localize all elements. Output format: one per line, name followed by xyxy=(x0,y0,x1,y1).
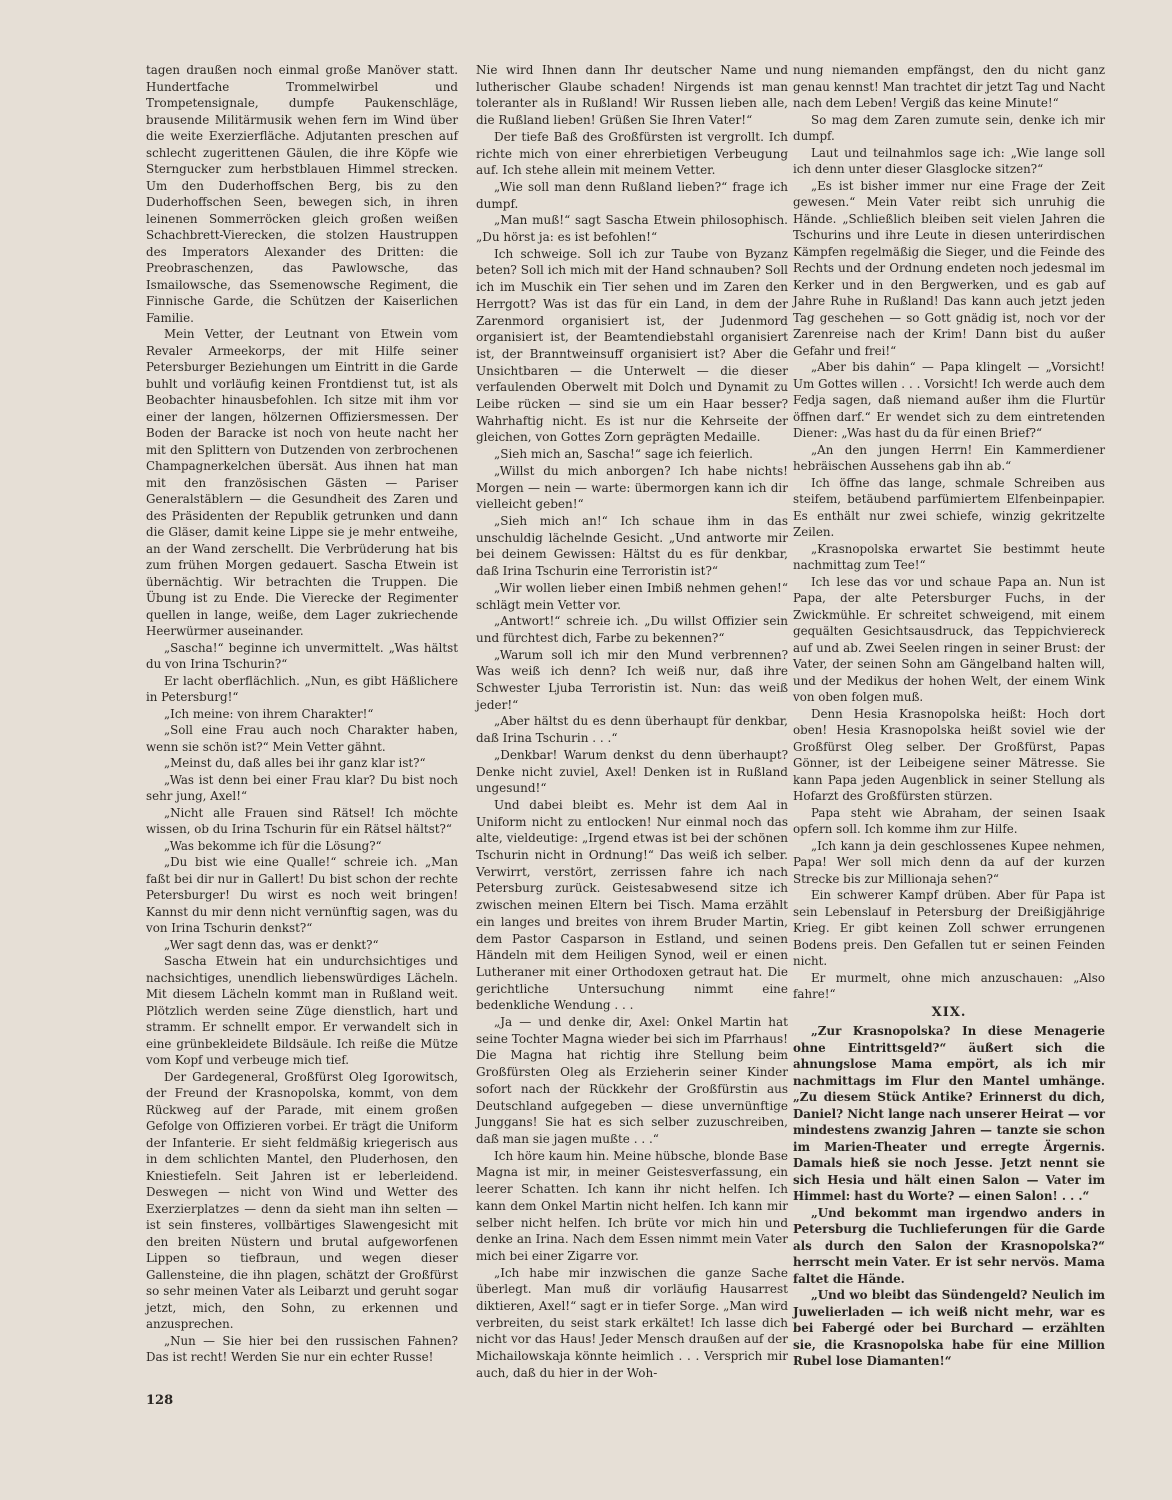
paragraph: „Wir wollen lieber einen Imbiß nehmen gehen!“ schlägt mein Vetter vor. xyxy=(476,580,788,612)
paragraph: Ich höre kaum hin. Meine hübsche, blonde Base Magna ist mir, in meiner Geistesverfassung, ein leerer Schatten. Ich kann ihr nicht helfen. Ich kann dem Onkel Martin nicht helfen. Ich kann mir selber nicht helfen. Ich brüte vor mich hin und denke an Irina. Nach dem Essen nimmt mein Vater mich bei einer Zigarre vor. xyxy=(476,1148,788,1263)
paragraph: „Denkbar! Warum denkst du denn überhaupt? Denke nicht zuviel, Axel! Denken ist in Rußland ungesund!“ xyxy=(476,747,788,796)
paragraph: „Und wo bleibt das Sündengeld? Neulich im Juwelierladen — ich weiß nicht mehr, war es bei Fabergé oder bei Burchard — erzählten sie, die Krasnopolska habe für eine Million Rubel lose Diamanten!“ xyxy=(793,1288,1105,1368)
paragraph: Er murmelt, ohne mich anzuschauen: „Also fahre!“ xyxy=(793,970,1105,1001)
paragraph: „Aber bis dahin“ — Papa klingelt — „Vorsicht! Um Gottes willen . . . Vorsicht! Ich werde auch dem Fedja sagen, daß niemand außer ihm die Flurtür öffnen darf.“ Er wendet sich zu dem eintretenden Diener: „Was hast du da für einen Brief?“ xyxy=(793,360,1105,440)
paragraph: „Ich meine: von ihrem Charakter!“ xyxy=(164,706,374,721)
paragraph: „Willst du mich anborgen? Ich habe nichts! Morgen — nein — warte: übermorgen kann ich dir vielleicht geben!“ xyxy=(476,463,788,512)
page-number: 128 xyxy=(146,1393,174,1408)
text-column-2 xyxy=(476,62,788,1382)
chapter-body xyxy=(793,1023,1105,1370)
paragraph: tagen draußen noch einmal große Manöver statt. Hundertfache Trommelwirbel und Trompetensignale, dumpfe Paukenschläge, brausende Militärmusik wehen fern im Wind über die weite Exerzierfläche. Adjutanten preschen auf schlecht zugerittenen Gäulen, die ihre Köpfe wie Sterngucker zum herbstblauen Himmel strecken. Um den Duderhoffschen Berg, bis zu den Duderhoffschen Seen, bewegen sich, in ihren leinenen Sommerröcken gleich großen weißen Schachbrett-Vierecken, die stolzen Haustruppen des Imperators Alexander des Dritten: die Preobraschenzen, das Pawlowsche, das Ismailowsche, das Ssemenowsche Regiment, die Finnische Garde, die Schützen der Kaiserlichen Familie. xyxy=(146,63,458,325)
paragraph: „Sieh mich an!“ Ich schaue ihm in das unschuldig lächelnde Gesicht. „Und antworte mir bei deinem Gewissen: Hältst du es für denkbar, daß Irina Tschurin eine Terroristin ist?“ xyxy=(476,513,788,579)
paragraph: „Soll eine Frau auch noch Charakter haben, wenn sie schön ist?“ Mein Vetter gähnt. xyxy=(146,723,458,754)
paragraph: „Warum soll ich mir den Mund verbrennen? Was weiß ich denn? Ich weiß nur, daß ihre Schwester Ljuba Terroristin ist. Nun: das weiß jeder!“ xyxy=(476,647,788,712)
paragraph: „Wie soll man denn Rußland lieben?“ frage ich dumpf. xyxy=(476,179,788,211)
paragraph: Der Gardegeneral, Großfürst Oleg Igorowitsch, der Freund der Krasnopolska, kommt, von dem Rückweg auf der Parade, mit einem großen Gefolge von Offizieren vorbei. Er trägt die Uniform der Infanterie. Er sieht feldmäßig kriegerisch aus in dem schlichten Mantel, den Pluderhosen, den Kniestiefeln. Seit Jahren ist er leberleidend. Deswegen — nicht von Wind und Wetter des Exerzierplatzes — denn da sieht man ihn selten — ist sein finsteres, vollbärtiges Slawengesicht mit den breiten Nüstern und brutal aufgeworfenen Lippen so tiefbraun, und wegen dieser Gallensteine, die ihn plagen, schätzt der Großfürst so sehr meinen Vater als Leibarzt und geruht sogar jetzt, mich, den Sohn, zu erkennen und anzusprechen. xyxy=(146,1069,458,1331)
paragraph: Ein schwerer Kampf drüben. Aber für Papa ist sein Lebenslauf in Petersburg der Dreißigjährige Krieg. Er gibt keinen Zoll schwer errungenen Bodens preis. Den Gefallen tut er seinen Feinden nicht. xyxy=(793,888,1105,968)
paragraph: „Es ist bisher immer nur eine Frage der Zeit gewesen.“ Mein Vater reibt sich unruhig die Hände. „Schließlich bleiben seit vielen Jahren die Tschurins und ihre Leute in diesen unterirdischen Kämpfen regelmäßig die Sieger, und die Feinde des Rechts und der Ordnung endeten noch jedesmal im Kerker und in den Bergwerken, und es gab auf Jahre Ruhe in Rußland! Das kann auch jetzt jeden Tag geschehen — so Gott gnädig ist, noch vor der Zarenreise nach der Krim! Dann bist du außer Gefahr und frei!“ xyxy=(793,178,1105,358)
paragraph: „Was ist denn bei einer Frau klar? Du bist noch sehr jung, Axel!“ xyxy=(146,772,458,803)
paragraph: „Krasnopolska erwartet Sie bestimmt heute nachmittag zum Tee!“ xyxy=(793,541,1105,572)
paragraph: „Ich kann ja dein geschlossenes Kupee nehmen, Papa! Wer soll mich denn da auf der kurzen Strecke bis zur Millionaja sehen?“ xyxy=(793,838,1105,886)
text-column-3 xyxy=(793,62,1105,1370)
paragraph: „Was bekomme ich für die Lösung?“ xyxy=(164,838,382,853)
paragraph: Ich lese das vor und schaue Papa an. Nun ist Papa, der alte Petersburger Fuchs, in der Zwickmühle. Er schreitet schweigend, mit einem gequälten Gesichtsausdruck, das Teppichviereck auf und ab. Zwei Seelen ringen in seiner Brust: der Vater, der seinen Sohn am Gängelband halten will, und der Medikus der hohen Welt, der einem Wink von oben folgen muß. xyxy=(793,574,1105,704)
paragraph: Der tiefe Baß des Großfürsten ist vergrollt. Ich richte mich von einer ehrerbietigen Verbeugung auf. Ich stehe allein mit meinem Vetter. xyxy=(476,129,788,178)
paragraph: „Ich habe mir inzwischen die ganze Sache überlegt. Man muß dir vorläufig Hausarrest diktieren, Axel!“ sagt er in tiefer Sorge. „Man wird verbreiten, du seist stark erkältet! Ich lasse dich nicht vor das Haus! Jeder Mensch draußen auf der Michailowskaja könnte heimlich . . . Versprich mir auch, daß du hier in der Woh- xyxy=(476,1265,788,1380)
paragraph: „Aber hältst du es denn überhaupt für denkbar, daß Irina Tschurin . . .“ xyxy=(476,714,788,746)
chapter-heading: XIX. xyxy=(931,1004,967,1020)
paragraph: Papa steht wie Abraham, der seinen Isaak opfern soll. Ich komme ihm zur Hilfe. xyxy=(793,805,1105,836)
paragraph: nung niemanden empfängst, den du nicht ganz genau kennst! Man trachtet dir jetzt Tag und Nacht nach dem Leben! Vergiß das keine Minute!“ xyxy=(793,63,1105,110)
paragraph: Mein Vetter, der Leutnant von Etwein vom Revaler Armeekorps, der mit Hilfe seiner Petersburger Beziehungen um Eintritt in die Garde buhlt und vorläufig keinen Frontdienst tut, ist als Beobachter hinausbefohlen. Ich sitze mit ihm vor einer der langen, hölzernen Offiziersmessen. Der Boden der Baracke ist noch von heute nacht her mit den Splittern von Dutzenden von zerbrochenen Champagnerkelchen übersät. Aus ihnen hat man mit den französischen Gästen — Pariser Generalstäblern — die Gesundheit des Zaren und des Präsidenten der Republik getrunken und dann die Gläser, damit keine Lippe sie je mehr entweihe, an der Wand zerschellt. Die Verbrüderung hat bis zum frühen Morgen gedauert. Sascha Etwein ist übernächtig. Wir betrachten die Truppen. Die Übung ist zu Ende. Die Vierecke der Regimenter quellen in lange, weiße, dem Lager zukriechende Heerwürmer auseinander. xyxy=(146,327,458,638)
paragraph: „Wer sagt denn das, was er denkt?“ xyxy=(164,937,379,952)
paragraph: Ich öffne das lange, schmale Schreiben aus steifem, betäubend parfümiertem Elfenbeinpapier. Es enthält nur zwei schiefe, winzig gekritzelte Zeilen. xyxy=(793,475,1105,539)
paragraph: „Sieh mich an, Sascha!“ sage ich feierlich. xyxy=(494,447,753,462)
paragraph: „Nicht alle Frauen sind Rätsel! Ich möchte wissen, ob du Irina Tschurin für ein Rätsel hältst?“ xyxy=(146,805,458,836)
paragraph: Denn Hesia Krasnopolska heißt: Hoch dort oben! Hesia Krasnopolska heißt soviel wie der Großfürst Oleg selber. Der Großfürst, Papas Gönner, ist der Leibeigene seiner Mätresse. Sie kann Papa jeden Augenblick in seiner Stellung als Hofarzt des Großfürsten stürzen. xyxy=(793,706,1105,803)
paragraph: „Meinst du, daß alles bei ihr ganz klar ist?“ xyxy=(164,756,426,770)
column-3-body xyxy=(793,62,1105,1003)
paragraph: Sascha Etwein hat ein undurchsichtiges und nachsichtiges, unendlich liebenswürdiges Lächeln. Mit diesem Lächeln kommt man in Rußland weit. Plötzlich werden seine Züge dienstlich, hart und stramm. Er schnellt empor. Er verwandelt sich in eine grünbekleidete Bildsäule. Ich reiße die Mütze vom Kopf und verbeuge mich tief. xyxy=(146,954,458,1067)
paragraph: „An den jungen Herrn! Ein Kammerdiener hebräischen Aussehens gab ihn ab.“ xyxy=(793,442,1105,473)
paragraph: „Zur Krasnopolska? In diese Menagerie ohne Eintrittsgeld?“ äußert sich die ahnungslose Mama empört, als ich mir nachmittags im Flur den Mantel umhänge. „Zu diesem Stück Antike? Erinnerst du dich, Daniel? Nicht lange nach unserer Heirat — vor mindestens zwanzig Jahren — tanzte sie schon im Marien-Theater und erregte Ärgernis. Damals hieß sie noch Jesse. Jetzt nennt sie sich Hesia und hält einen Salon — Vater im Himmel: hast du Worte? — einen Salon! . . .“ xyxy=(793,1024,1105,1203)
paragraph: „Ja — und denke dir, Axel: Onkel Martin hat seine Tochter Magna wieder bei sich im Pfarrhaus! Die Magna hat richtig ihre Stellung beim Großfürsten Oleg als Erzieherin seiner Kinder sofort nach der Rückkehr der Großfürstin aus Deutschland aufgegeben — diese unvernünftige Junggans! Sie hat es sich selber zuzuschreiben, daß man sie jagen mußte . . .“ xyxy=(476,1015,788,1146)
text-column-1 xyxy=(146,62,458,1366)
paragraph: „Du bist wie eine Qualle!“ schreie ich. „Man faßt bei dir nur in Gallert! Du bist schon der rechte Petersburger! Du wirst es noch weit bringen! Kannst du mir denn nicht vernünftig sagen, was du von Irina Tschurin denkst?“ xyxy=(146,855,458,935)
paragraph: „Man muß!“ sagt Sascha Etwein philosophisch. „Du hörst ja: es ist befohlen!“ xyxy=(476,213,788,245)
paragraph: „Sascha!“ beginne ich unvermittelt. „Was hältst du von Irina Tschurin?“ xyxy=(146,640,458,671)
paragraph: Er lacht oberflächlich. „Nun, es gibt Häßlichere in Petersburg!“ xyxy=(146,673,458,704)
paragraph: Ich schweige. Soll ich zur Taube von Byzanz beten? Soll ich mich mit der Hand schnauben? Soll ich im Muschik ein Tier sehen und im Zaren den Herrgott? Was ist das für ein Land, in dem der Zarenmord organisiert ist, der Judenmord organisiert ist, der Beamtendiebstahl organisiert ist, der Branntweinsuff organisiert ist? Aber die Unsichtbaren — die Unterwelt — die dieser verfaulenden Oberwelt mit Dolch und Dynamit zu Leibe rücken — sind sie um ein Haar besser? Wahrhaftig nicht. Es ist nur die Kehrseite der gleichen, von Gottes Zorn geprägten Medaille. xyxy=(476,246,788,445)
paragraph: Nie wird Ihnen dann Ihr deutscher Name und lutherischer Glaube schaden! Nirgends ist man toleranter als in Rußland! Wir Russen lieben alle, die Rußland lieben! Grüßen Sie Ihren Vater!“ xyxy=(476,63,788,128)
paragraph: „Nun — Sie hier bei den russischen Fahnen? Das ist recht! Werden Sie nur ein echter Russe! xyxy=(146,1333,458,1364)
paragraph: So mag dem Zaren zumute sein, denke ich mir dumpf. xyxy=(793,112,1105,143)
paragraph: „Antwort!“ schreie ich. „Du willst Offizier sein und fürchtest dich, Farbe zu bekennen?“ xyxy=(476,614,788,645)
paragraph: Laut und teilnahmlos sage ich: „Wie lange soll ich denn unter dieser Glasglocke sitzen?“ xyxy=(793,145,1105,176)
paragraph: Und dabei bleibt es. Mehr ist dem Aal in Uniform nicht zu entlocken! Nur einmal noch das alte, vieldeutige: „Irgend etwas ist bei der schönen Tschurin nicht in Ordnung!“ Das weiß ich selber. Verwirrt, verstört, zerrissen fahre ich nach Petersburg zurück. Geistesabwesend sitze ich zwischen meinen Eltern bei Tisch. Mama erzählt ein langes und breites von ihrem Bruder Martin, dem Pastor Casparson in Estland, und seinen Händeln mit dem Heiligen Synod, weil er einen Lutheraner mit einer Orthodoxen getraut hat. Die gerichtliche Untersuchung nimmt eine bedenkliche Wendung . . . xyxy=(476,797,788,1013)
paragraph: „Und bekommt man irgendwo anders in Petersburg die Tuchlieferungen für die Garde als durch den Salon der Krasnopolska?“ herrscht mein Vater. Er ist sehr nervös. Mama faltet die Hände. xyxy=(793,1205,1105,1286)
